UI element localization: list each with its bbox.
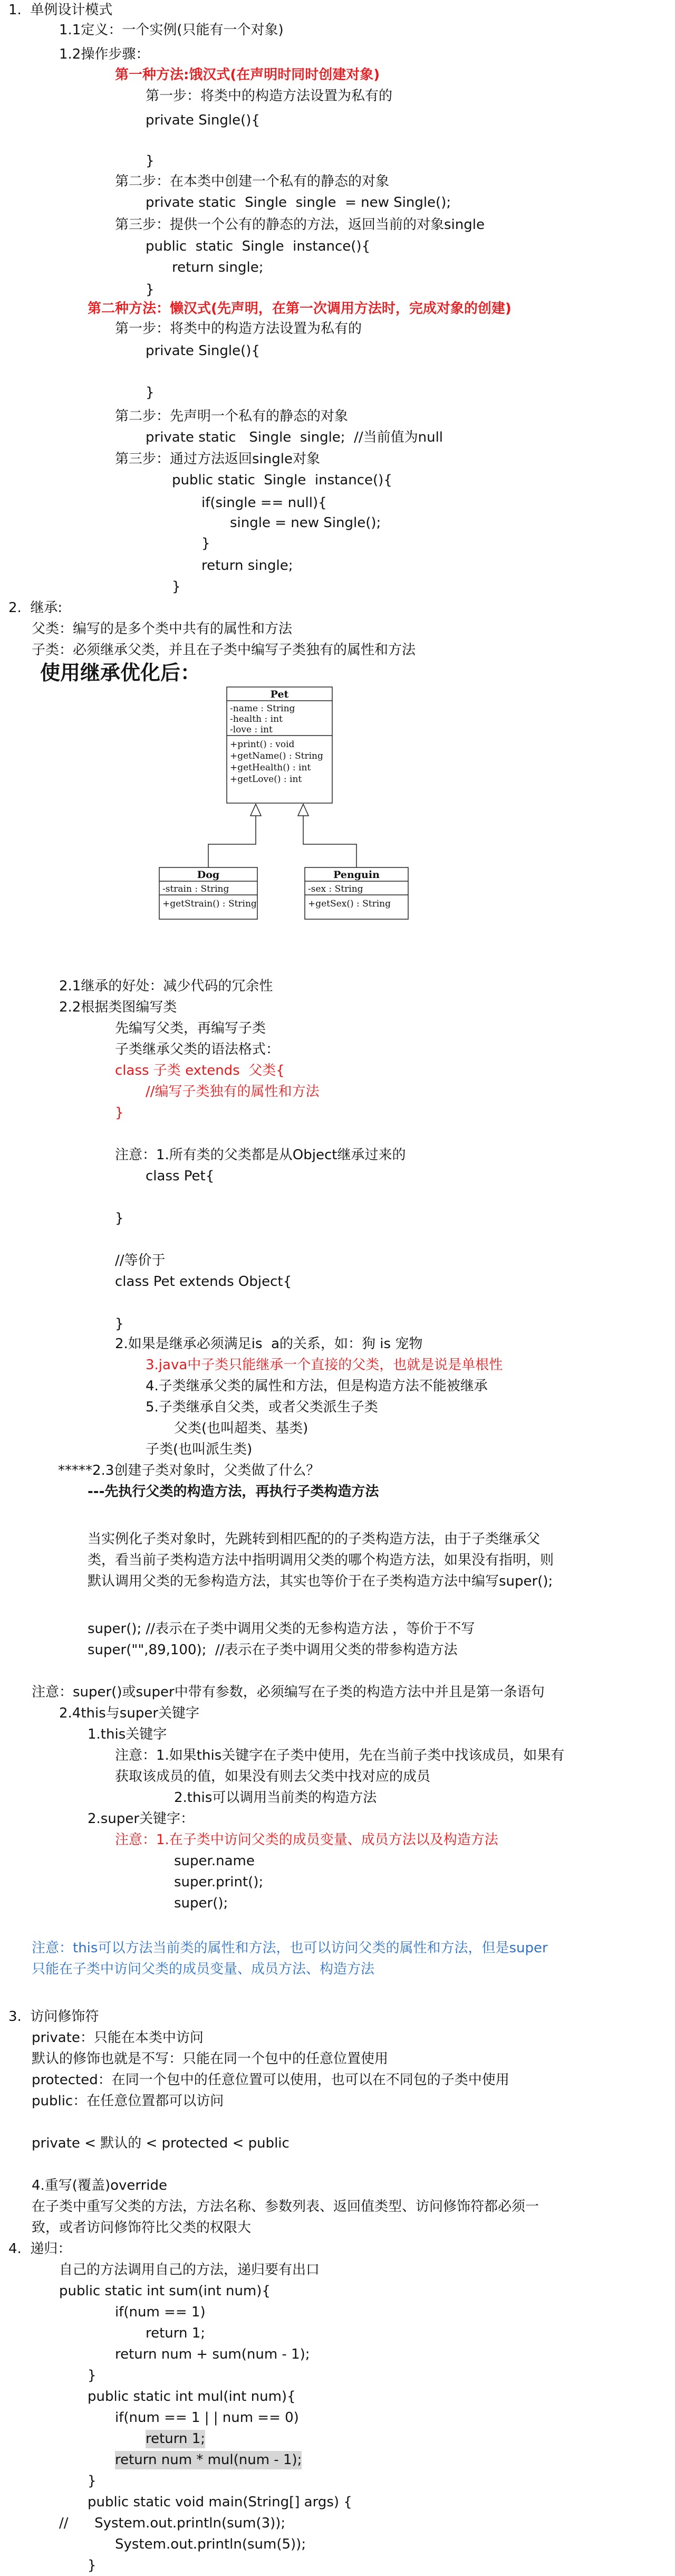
text-line: 1. 单例设计模式	[8, 2, 113, 18]
text-line: 第二种方法：懒汉式(先声明，在第一次调用方法时，完成对象的创建)	[88, 301, 512, 317]
text-line: public static int sum(int num){	[59, 2283, 271, 2299]
text-line: }	[172, 579, 181, 595]
pet-method: +getName() : String	[230, 751, 323, 761]
text-line: 4. 递归：	[8, 2241, 72, 2257]
text-line: super("",89,100); //表示在子类中调用父类的带参构造方法	[88, 1642, 458, 1658]
text-line: return num * mul(num - 1);	[115, 2451, 302, 2469]
text-line: 2.1继承的好处：减少代码的冗余性	[59, 978, 273, 994]
text-line: 默认调用父类的无参构造方法，其实也等价于在子类构造方法中编写super();	[88, 1573, 553, 1589]
penguin-title: Penguin	[333, 869, 380, 881]
text-line: 2.super关键字：	[88, 1811, 195, 1827]
text-line: 在子类中重写父类的方法，方法名称、参数列表、返回值类型、访问修饰符都必须一	[32, 2199, 539, 2215]
text-line: }	[88, 2368, 97, 2383]
text-line: 注意：1.如果this关键字在子类中使用，先在当前子类中找该成员，如果有	[115, 1748, 565, 1763]
text-line: 类，看当前子类构造方法中指明调用父类的哪个构造方法，如果没有指明，则	[88, 1552, 554, 1568]
text-line: return single;	[172, 260, 264, 275]
text-line: 第一种方法:饿汉式(在声明时同时创建对象)	[115, 67, 380, 83]
text-line: 4.子类继承父类的属性和方法，但是构造方法不能被继承	[146, 1378, 488, 1394]
text-line: public static Single instance(){	[172, 472, 392, 488]
text-line: *****2.3创建子类对象时，父类做了什么？	[58, 1463, 320, 1478]
text-line: 第二步：在本类中创建一个私有的静态的对象	[115, 174, 390, 189]
text-line: 2. 继承:	[8, 600, 63, 616]
text-line: super();	[174, 1895, 228, 1911]
text-line: 只能在子类中访问父类的成员变量、成员方法、构造方法	[32, 1961, 375, 1977]
text-line: 3.java中子类只能继承一个直接的父类，也就是说是单根性	[146, 1357, 503, 1373]
text-line: if(single == null){	[201, 495, 327, 511]
text-line: 第二步：先声明一个私有的静态的对象	[115, 408, 349, 424]
text-line: 注意：1.所有类的父类都是从Object继承过来的	[115, 1147, 406, 1163]
text-line: 第三步：通过方法返回single对象	[115, 451, 320, 467]
pet-method: +print() : void	[230, 739, 295, 750]
text-line: 当实例化子类对象时，先跳转到相匹配的的子类构造方法，由于子类继承父	[88, 1531, 541, 1547]
text-line: private static Single single; //当前值为null	[146, 430, 443, 445]
text-line: }	[146, 153, 155, 169]
text-line: private static Single single = new Single();	[146, 195, 451, 211]
text-line: 第三步：提供一个公有的静态的方法，返回当前的对象single	[115, 217, 485, 233]
text-line: }	[115, 1210, 124, 1226]
text-line: public static void main(String[] args) {	[88, 2494, 352, 2510]
text-line: return 1;	[146, 2430, 205, 2448]
text-line: super(); //表示在子类中调用父类的无参构造方法 ，等价于不写	[88, 1621, 475, 1637]
text-line: 致，或者访问修饰符比父类的权限大	[32, 2220, 252, 2236]
dog-method: +getStrain() : String	[162, 899, 257, 909]
text-line: 2.如果是继承必须满足is a的关系，如：狗 is 宠物	[115, 1336, 423, 1352]
text-line: if(num == 1)	[115, 2304, 206, 2320]
text-line: 自己的方法调用自己的方法，递归要有出口	[59, 2262, 320, 2278]
text-line: }	[146, 282, 155, 298]
text-line: private Single(){	[146, 112, 260, 128]
text-line: private：只能在本类中访问	[32, 2030, 204, 2046]
text-line: }	[88, 2558, 97, 2573]
text-line: 获取该成员的值，如果没有则去父类中找对应的成员	[115, 1769, 431, 1785]
text-line: 2.2根据类图编写类	[59, 999, 177, 1015]
pet-attr: -name : String	[230, 703, 295, 714]
text-line: private Single(){	[146, 343, 260, 359]
text-line: private < 默认的 < protected < public	[32, 2135, 290, 2151]
text-line: }	[146, 385, 155, 400]
text-line: 第一步：将类中的构造方法设置为私有的	[115, 321, 362, 337]
text-line: 子类(也叫派生类)	[146, 1442, 253, 1457]
text-line: return single;	[201, 558, 293, 574]
text-line: if(num == 1 | | num == 0)	[115, 2410, 299, 2426]
text-line: // System.out.println(sum(3));	[59, 2515, 286, 2531]
text-line: 注意：1.在子类中访问父类的成员变量、成员方法以及构造方法	[115, 1832, 498, 1848]
text-line: 3. 访问修饰符	[8, 2009, 99, 2025]
text-line: //等价于	[115, 1253, 166, 1268]
text-line: System.out.println(sum(5));	[115, 2536, 306, 2552]
text-line: 4.重写(覆盖)override	[32, 2178, 168, 2193]
pet-attr: -love : int	[230, 724, 273, 735]
text-line: 父类：编写的是多个类中共有的属性和方法	[32, 621, 293, 637]
text-line: }	[88, 2473, 97, 2489]
dog-attr: -strain : String	[162, 884, 229, 894]
text-line: super.print();	[174, 1874, 264, 1890]
text-line: return 1;	[146, 2325, 206, 2341]
text-line: }	[115, 1316, 124, 1332]
text-line: class Pet{	[146, 1168, 215, 1184]
text-line: return num + sum(num - 1);	[115, 2346, 310, 2362]
text-line: class 子类 extends 父类{	[115, 1063, 285, 1079]
dog-title: Dog	[197, 869, 220, 881]
text-line: super.name	[174, 1853, 255, 1869]
text-line: 使用继承优化后：	[40, 661, 201, 684]
text-line: 父类(也叫超类、基类)	[174, 1420, 308, 1436]
penguin-method: +getSex() : String	[308, 899, 391, 909]
text-line: class Pet extends Object{	[115, 1274, 292, 1290]
penguin-attr: -sex : String	[308, 884, 363, 894]
text-line: 先编写父类，再编写子类	[115, 1020, 266, 1036]
text-line: 第一步：将类中的构造方法设置为私有的	[146, 88, 393, 104]
text-line: public static Single instance(){	[146, 238, 371, 254]
text-line: single = new Single();	[230, 515, 381, 531]
text-line: 2.this可以调用当前类的构造方法	[174, 1790, 377, 1806]
text-line: public：在任意位置都可以访问	[32, 2093, 224, 2109]
text-line: 1.1定义：一个实例(只能有一个对象)	[59, 22, 284, 38]
text-line: 子类继承父类的语法格式：	[115, 1042, 280, 1057]
text-line: ---先执行父类的构造方法，再执行子类构造方法	[88, 1484, 379, 1500]
text-line: 注意：this可以方法当前类的属性和方法，也可以访问父类的属性和方法，但是super	[32, 1940, 548, 1956]
text-line: public static int mul(int num){	[88, 2389, 296, 2405]
text-line: //编写子类独有的属性和方法	[146, 1084, 320, 1100]
pet-method: +getLove() : int	[230, 774, 302, 785]
text-line: 默认的修饰也就是不写：只能在同一个包中的任意位置使用	[32, 2051, 389, 2067]
pet-method: +getHealth() : int	[230, 762, 311, 773]
class-diagram	[158, 686, 432, 929]
text-line: 注意：super()或super中带有参数，必须编写在子类的构造方法中并且是第一条语句	[32, 1684, 545, 1700]
text-line: 子类：必须继承父类，并且在子类中编写子类独有的属性和方法	[32, 642, 416, 658]
text-line: 1.this关键字	[88, 1726, 167, 1742]
text-line: protected：在同一个包中的任意位置可以使用，也可以在不同包的子类中使用	[32, 2072, 509, 2088]
pet-attr: -health : int	[230, 714, 283, 724]
pet-title: Pet	[270, 689, 289, 700]
text-line: 5.子类继承自父类，或者父类派生子类	[146, 1399, 378, 1415]
text-line: }	[115, 1105, 124, 1121]
text-line: }	[201, 536, 210, 551]
text-line: 2.4this与super关键字	[59, 1705, 200, 1721]
text-line: 1.2操作步骤：	[59, 46, 150, 62]
